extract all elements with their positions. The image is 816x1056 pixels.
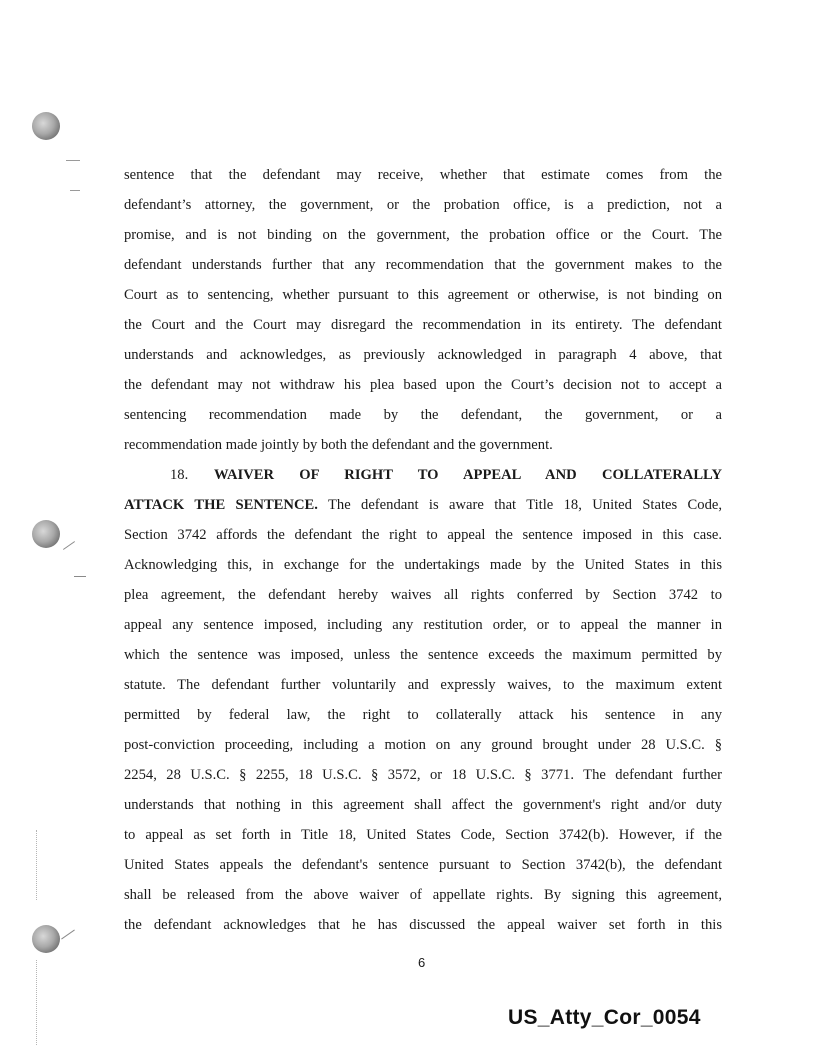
scan-mark — [36, 830, 37, 900]
section-heading-line — [124, 496, 722, 514]
body-line: permitted by federal law, the right to collaterally attack his sentence in any — [124, 707, 722, 723]
body-line: recommendation made jointly by both the defendant and the government. — [124, 437, 553, 453]
body-line: the defendant may not withdraw his plea based upon the Court’s decision not to accept a — [124, 377, 722, 393]
body-line: the Court and the Court may disregard the recommendation in its entirety. The defendant — [124, 317, 722, 333]
body-line: Acknowledging this, in exchange for the undertakings made by the United States in this — [124, 557, 722, 573]
body-line: understands that nothing in this agreement shall affect the government's right and/or duty — [124, 797, 722, 813]
scan-mark — [74, 576, 86, 577]
scan-mark — [36, 960, 37, 1045]
body-line: United States appeals the defendant's sentence pursuant to Section 3742(b), the defendant — [124, 857, 722, 873]
binder-hole — [32, 112, 60, 140]
body-line: Court as to sentencing, whether pursuant to this agreement or otherwise, is not binding on — [124, 287, 722, 303]
section-heading: WAIVER OF RIGHT TO APPEAL AND COLLATERALLY — [214, 467, 722, 483]
section-number: 18. — [170, 467, 189, 483]
scan-mark — [63, 541, 75, 550]
binder-hole — [32, 925, 60, 953]
body-line: Section 3742 affords the defendant the right to appeal the sentence imposed in this case. — [124, 527, 722, 543]
page-number: 6 — [418, 955, 426, 970]
bates-number: US_Atty_Cor_0054 — [508, 1006, 701, 1029]
body-line: to appeal as set forth in Title 18, United States Code, Section 3742(b). However, if the — [124, 827, 722, 843]
section-heading-line — [124, 466, 722, 484]
body-line: post-conviction proceeding, including a motion on any ground brought under 28 U.S.C. § — [124, 737, 722, 753]
body-line: promise, and is not binding on the government, the probation office or the Court. The — [124, 227, 722, 243]
body-line: defendant’s attorney, the government, or the probation office, is a prediction, not a — [124, 197, 722, 213]
body-line: plea agreement, the defendant hereby waives all rights conferred by Section 3742 to — [124, 587, 722, 603]
body-line: 2254, 28 U.S.C. § 2255, 18 U.S.C. § 3572, or 18 U.S.C. § 3771. The defendant further — [124, 767, 722, 783]
body-line: understands and acknowledges, as previously acknowledged in paragraph 4 above, that — [124, 347, 722, 363]
body-line: shall be released from the above waiver of appellate rights. By signing this agreement, — [124, 887, 722, 903]
body-line: defendant understands further that any recommendation that the government makes to the — [124, 257, 722, 273]
scan-speck — [66, 160, 80, 161]
section-heading: ATTACK THE SENTENCE. — [124, 497, 318, 513]
body-line: sentencing recommendation made by the defendant, the government, or a — [124, 407, 722, 423]
scan-speck — [70, 190, 80, 191]
binder-hole — [32, 520, 60, 548]
body-line: sentence that the defendant may receive, whether that estimate comes from the — [124, 167, 722, 183]
body-line: statute. The defendant further voluntarily and expressly waives, to the maximum extent — [124, 677, 722, 693]
scan-mark — [61, 930, 75, 940]
body-line: appeal any sentence imposed, including any restitution order, or to appeal the manner in — [124, 617, 722, 633]
body-text: The defendant is aware that Title 18, United States Code, — [327, 497, 722, 513]
body-line: the defendant acknowledges that he has discussed the appeal waiver set forth in this — [124, 917, 722, 933]
body-line: which the sentence was imposed, unless the sentence exceeds the maximum permitted by — [124, 647, 722, 663]
